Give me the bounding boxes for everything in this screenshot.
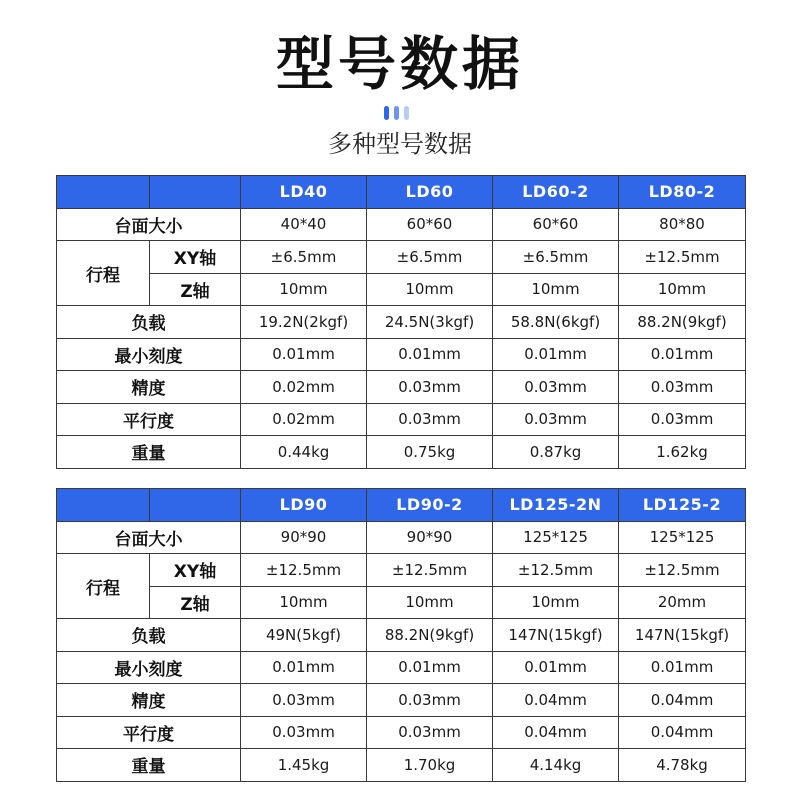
table-cell: 0.03mm [367, 371, 493, 404]
table-header-row [57, 176, 746, 209]
row-sublabel-xy-axis: XY轴 [150, 241, 241, 274]
table-cell: 40*40 [241, 208, 367, 241]
table-cell: 10mm [619, 273, 746, 306]
row-label-min-scale: 最小刻度 [57, 651, 241, 684]
table-cell: ±12.5mm [367, 554, 493, 587]
row-label-travel: 行程 [57, 554, 150, 619]
table-cell: 10mm [367, 273, 493, 306]
table-cell: 0.01mm [241, 338, 367, 371]
table-cell: 0.02mm [241, 403, 367, 436]
table-cell: 19.2N(2kgf) [241, 306, 367, 339]
model-header: LD90-2 [367, 489, 493, 522]
table-cell: 0.75kg [367, 436, 493, 469]
table-cell: 0.01mm [367, 651, 493, 684]
table-cell: 80*80 [619, 208, 746, 241]
table-cell: 10mm [367, 586, 493, 619]
model-header: LD125-2 [619, 489, 746, 522]
table-cell: 0.03mm [367, 403, 493, 436]
table-row [57, 208, 746, 241]
table-cell: 88.2N(9kgf) [619, 306, 746, 339]
table-row [57, 749, 746, 782]
header-blank-cell [57, 176, 150, 209]
row-label-travel: 行程 [57, 241, 150, 306]
table-cell: 10mm [241, 586, 367, 619]
table-row [57, 371, 746, 404]
table-cell: 0.03mm [241, 716, 367, 749]
model-header: LD80-2 [619, 176, 746, 209]
table-cell: 24.5N(3kgf) [367, 306, 493, 339]
table-row [57, 619, 746, 652]
table-cell: ±12.5mm [619, 241, 746, 274]
table-cell: 0.01mm [493, 338, 619, 371]
decorative-dots [384, 106, 418, 120]
table-row [57, 586, 746, 619]
row-label-parallelism: 平行度 [57, 403, 241, 436]
table-cell: 0.02mm [241, 371, 367, 404]
table-cell: 4.78kg [619, 749, 746, 782]
table-cell: 0.01mm [493, 651, 619, 684]
table-cell: 125*125 [619, 521, 746, 554]
table-cell: 1.70kg [367, 749, 493, 782]
row-label-weight: 重量 [57, 749, 241, 782]
table-cell: 0.03mm [367, 684, 493, 717]
table-row [57, 716, 746, 749]
table-cell: 49N(5kgf) [241, 619, 367, 652]
header-blank-cell [150, 176, 241, 209]
table-row [57, 403, 746, 436]
row-label-table-size: 台面大小 [57, 521, 241, 554]
table-row [57, 338, 746, 371]
table-cell: 0.04mm [619, 716, 746, 749]
table-cell: ±6.5mm [241, 241, 367, 274]
row-label-min-scale: 最小刻度 [57, 338, 241, 371]
table-cell: 0.04mm [493, 716, 619, 749]
page-title: 型号数据 [275, 30, 524, 98]
table-cell: 0.03mm [493, 371, 619, 404]
table-cell: 20mm [619, 586, 746, 619]
table-cell: 4.14kg [493, 749, 619, 782]
table-row [57, 273, 746, 306]
spec-table-1 [56, 175, 746, 469]
table-cell: 0.03mm [619, 371, 746, 404]
page-subtitle: 多种型号数据 [328, 130, 472, 158]
table-cell: 0.44kg [241, 436, 367, 469]
row-label-accuracy: 精度 [57, 371, 241, 404]
model-header: LD60-2 [493, 176, 619, 209]
table-row [57, 554, 746, 587]
row-sublabel-xy-axis: XY轴 [150, 554, 241, 587]
table-cell: ±6.5mm [493, 241, 619, 274]
row-label-load: 负载 [57, 619, 241, 652]
row-label-weight: 重量 [57, 436, 241, 469]
table-cell: 60*60 [493, 208, 619, 241]
table-cell: 0.03mm [241, 684, 367, 717]
model-header: LD90 [241, 489, 367, 522]
table-cell: ±6.5mm [367, 241, 493, 274]
table-row [57, 684, 746, 717]
table-cell: 90*90 [367, 521, 493, 554]
row-label-load: 负载 [57, 306, 241, 339]
table-cell: 10mm [241, 273, 367, 306]
table-cell: 0.01mm [367, 338, 493, 371]
table-cell: 0.01mm [619, 651, 746, 684]
table-row [57, 241, 746, 274]
table-cell: 1.62kg [619, 436, 746, 469]
table-cell: 90*90 [241, 521, 367, 554]
table-cell: 147N(15kgf) [493, 619, 619, 652]
table-cell: 10mm [493, 273, 619, 306]
row-sublabel-z-axis: Z轴 [150, 273, 241, 306]
table-cell: 0.03mm [619, 403, 746, 436]
dot-mid [394, 106, 399, 120]
row-label-parallelism: 平行度 [57, 716, 241, 749]
table-cell: 1.45kg [241, 749, 367, 782]
table-cell: 10mm [493, 586, 619, 619]
model-header: LD60 [367, 176, 493, 209]
table-cell: 0.87kg [493, 436, 619, 469]
table-cell: ±12.5mm [493, 554, 619, 587]
header-blank-cell [57, 489, 150, 522]
dot-light [404, 106, 409, 120]
table-cell: 0.03mm [367, 716, 493, 749]
table-cell: 58.8N(6kgf) [493, 306, 619, 339]
table-cell: 88.2N(9kgf) [367, 619, 493, 652]
table-cell: 147N(15kgf) [619, 619, 746, 652]
table-cell: ±12.5mm [619, 554, 746, 587]
table-cell: 0.01mm [619, 338, 746, 371]
header-blank-cell [150, 489, 241, 522]
spec-table-2 [56, 488, 746, 782]
row-sublabel-z-axis: Z轴 [150, 586, 241, 619]
table-cell: 125*125 [493, 521, 619, 554]
table-row [57, 436, 746, 469]
table-header-row [57, 489, 746, 522]
model-header: LD40 [241, 176, 367, 209]
table-cell: 60*60 [367, 208, 493, 241]
table-cell: ±12.5mm [241, 554, 367, 587]
table-cell: 0.03mm [493, 403, 619, 436]
row-label-table-size: 台面大小 [57, 208, 241, 241]
table-cell: 0.04mm [493, 684, 619, 717]
row-label-accuracy: 精度 [57, 684, 241, 717]
table-row [57, 521, 746, 554]
model-header: LD125-2N [493, 489, 619, 522]
table-cell: 0.01mm [241, 651, 367, 684]
dot-dark [384, 106, 389, 120]
table-cell: 0.04mm [619, 684, 746, 717]
table-row [57, 651, 746, 684]
table-row [57, 306, 746, 339]
